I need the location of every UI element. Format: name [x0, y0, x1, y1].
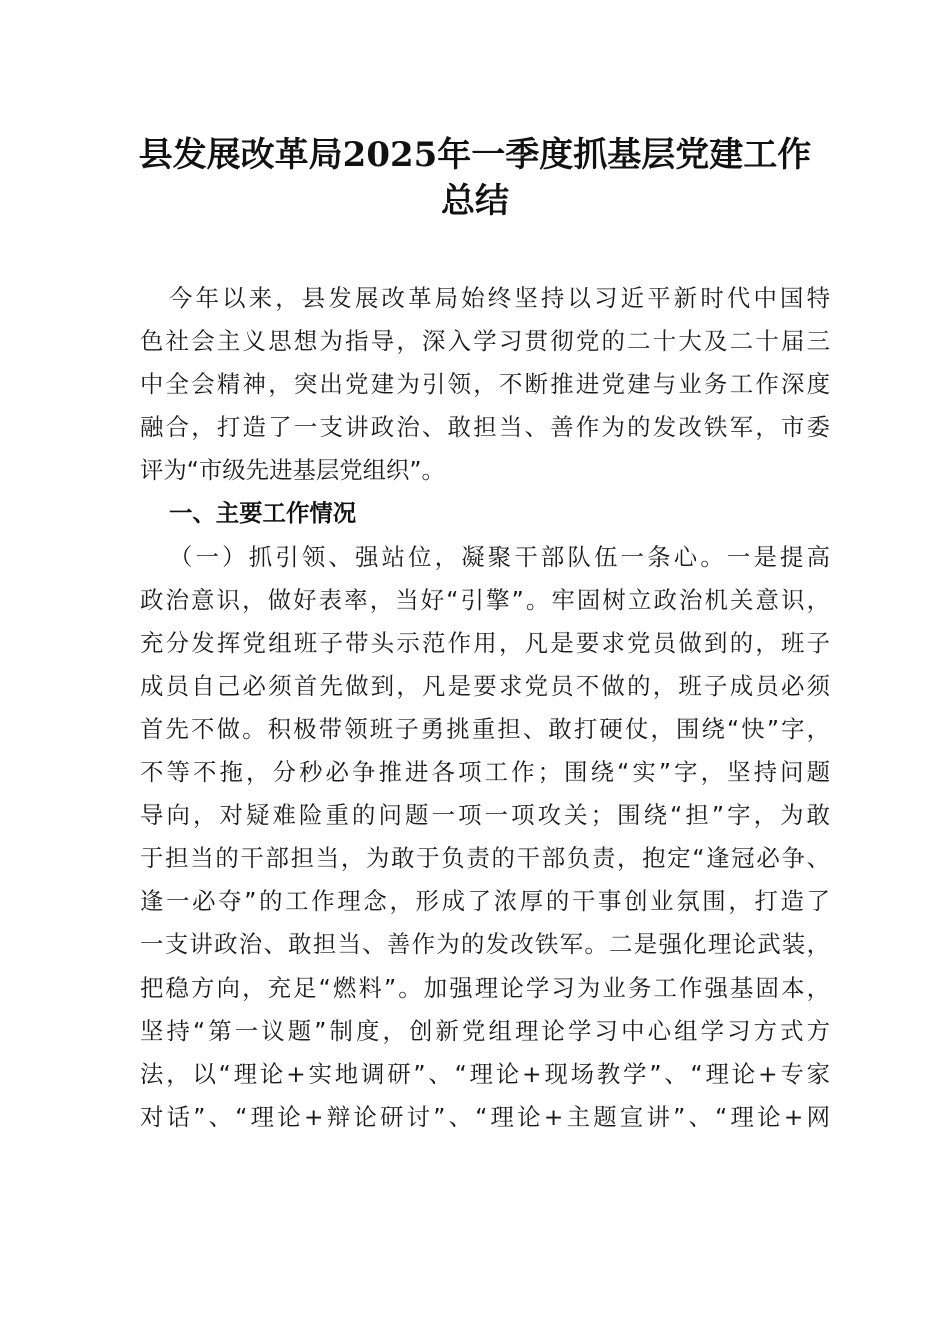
intro-line: 融合，打造了一支讲政治、敢担当、善作为的发改铁军，市委 — [140, 413, 830, 442]
section-line: 一支讲政治、敢担当、善作为的发改铁军。二是强化理论武装， — [140, 930, 830, 959]
section-line: 成员自己必须首先做到，凡是要求党员不做的，班子成员必须 — [140, 671, 830, 700]
section-line: 首先不做。积极带领班子勇挑重担、敢打硬仗，围绕“快”字， — [140, 714, 830, 743]
section-line: 充分发挥党组班子带头示范作用，凡是要求党员做到的，班子 — [140, 628, 830, 657]
section-line: 不等不拖，分秒必争推进各项工作；围绕“实”字，坚持问题 — [140, 758, 830, 787]
section-line: 坚持“第一议题”制度，创新党组理论学习中心组学习方式方 — [140, 1016, 830, 1045]
intro-line: 今年以来，县发展改革局始终坚持以习近平新时代中国特 — [169, 284, 830, 312]
section-line: 把稳方向，充足“燃料”。加强理论学习为业务工作强基固本， — [140, 973, 830, 1002]
section-line: 于担当的干部担当，为敢于负责的干部负责，抱定“逢冠必争、 — [140, 844, 830, 873]
section-line: 导向，对疑难险重的问题一项一项攻关；围绕“担”字，为敢 — [140, 801, 830, 830]
document-title — [120, 132, 830, 224]
title-line: 县发展改革局2025年一季度抓基层党建工作 — [138, 135, 812, 175]
intro-line: 中全会精神，突出党建为引领，不断推进党建与业务工作深度 — [140, 370, 830, 399]
section-line: 法，以“理论+实地调研”、“理论+现场教学”、“理论+专家 — [140, 1059, 830, 1088]
section-line: （一）抓引领、强站位，凝聚干部队伍一条心。一是提高 — [169, 542, 830, 571]
document-body — [140, 277, 830, 1139]
section-heading: 一、主要工作情况 — [169, 499, 357, 528]
section-line: 对话”、“理论+辩论研讨”、“理论+主题宣讲”、“理论+网 — [140, 1102, 830, 1131]
section-line: 政治意识，做好表率，当好“引擎”。牢固树立政治机关意识， — [140, 585, 830, 614]
intro-line: 色社会主义思想为指导，深入学习贯彻党的二十大及二十届三 — [140, 327, 830, 356]
section-line: 逢一必夺”的工作理念，形成了浓厚的干事创业氛围，打造了 — [140, 887, 830, 916]
title-line: 总结 — [441, 181, 509, 221]
intro-line: 评为“市级先进基层党组织”。 — [140, 456, 445, 485]
